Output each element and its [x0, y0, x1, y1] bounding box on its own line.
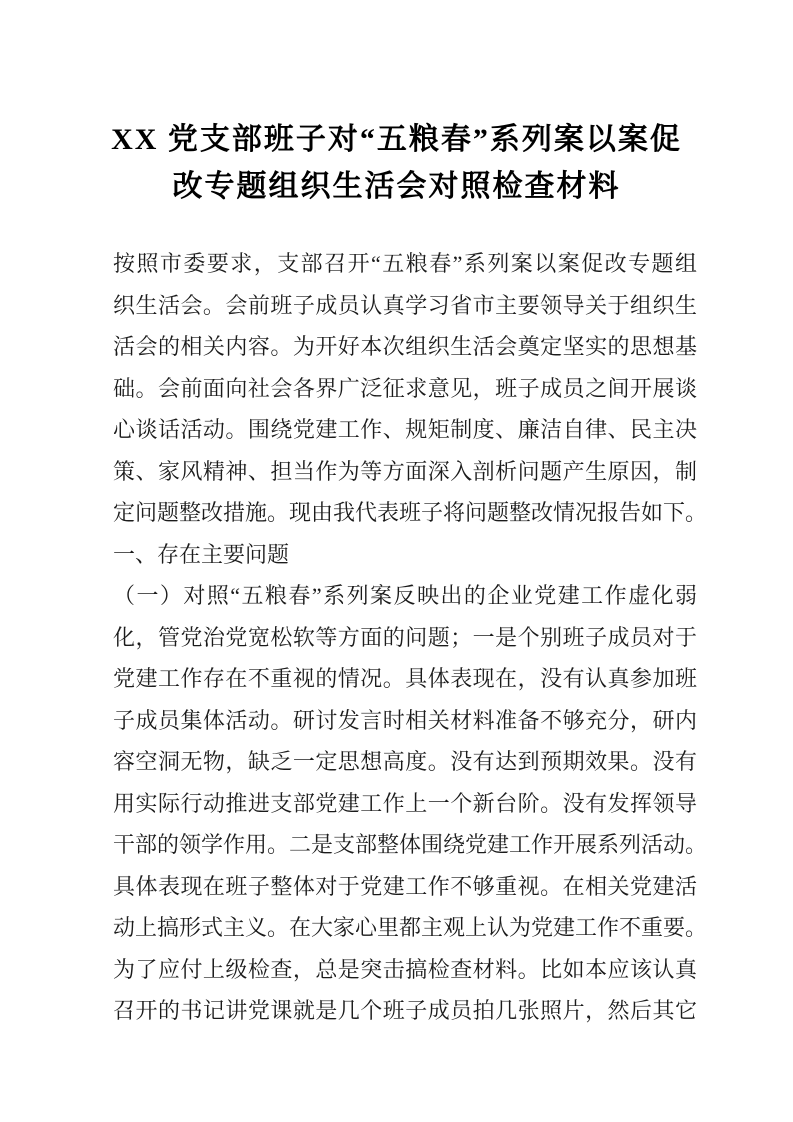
document-title-line-2: 改专题组织生活会对照检查材料	[172, 170, 621, 203]
body-line: 具体表现在班子整体对于党建工作不够重视。在相关党建活	[113, 873, 697, 899]
body-line: 按照市委要求，支部召开“五粮春”系列案以案促改专题组	[113, 251, 697, 276]
body-line: 干部的领学作用。二是支部整体围绕党建工作开展系列活动。	[113, 832, 708, 857]
body-line: 为了应付上级检查，总是突击搞检查材料。比如本应该认真	[113, 956, 697, 982]
document-title	[70, 116, 723, 210]
body-line: 党建工作存在不重视的情况。具体表现在，没有认真参加班	[113, 666, 697, 691]
body-line: 活会的相关内容。为开好本次组织生活会奠定坚实的思想基	[113, 334, 697, 359]
body-line: 容空洞无物，缺乏一定思想高度。没有达到预期效果。没有	[113, 749, 697, 774]
body-line: 用实际行动推进支部党建工作上一个新台阶。没有发挥领导	[113, 790, 697, 816]
body-line: 子成员集体活动。研讨发言时相关材料准备不够充分，研内	[113, 707, 697, 733]
body-line: 织生活会。会前班子成员认真学习省市主要领导关于组织生	[113, 292, 697, 318]
body-line: 策、家风精神、担当作为等方面深入剖析问题产生原因，制	[113, 458, 697, 484]
body-line: 心谈话活动。围绕党建工作、规矩制度、廉洁自律、民主决	[113, 417, 697, 442]
body-line: 召开的书记讲党课就是几个班子成员拍几张照片，然后其它	[113, 998, 697, 1023]
body-line: 定问题整改措施。现由我代表班子将问题整改情况报告如下。	[113, 500, 708, 525]
document-title-line-1: XX 党支部班子对“五粮春”系列案以案促	[111, 123, 682, 156]
section-heading-line: 一、存在主要问题	[113, 541, 290, 567]
document-body	[113, 243, 708, 1032]
body-line: 础。会前面向社会各界广泛征求意见，班子成员之间开展谈	[113, 375, 697, 401]
body-line: （一）对照“五粮春”系列案反映出的企业党建工作虚化弱	[113, 583, 697, 608]
body-line: 化，管党治党宽松软等方面的问题；一是个别班子成员对于	[113, 624, 697, 650]
body-line: 动上搞形式主义。在大家心里都主观上认为党建工作不重要。	[113, 915, 708, 940]
